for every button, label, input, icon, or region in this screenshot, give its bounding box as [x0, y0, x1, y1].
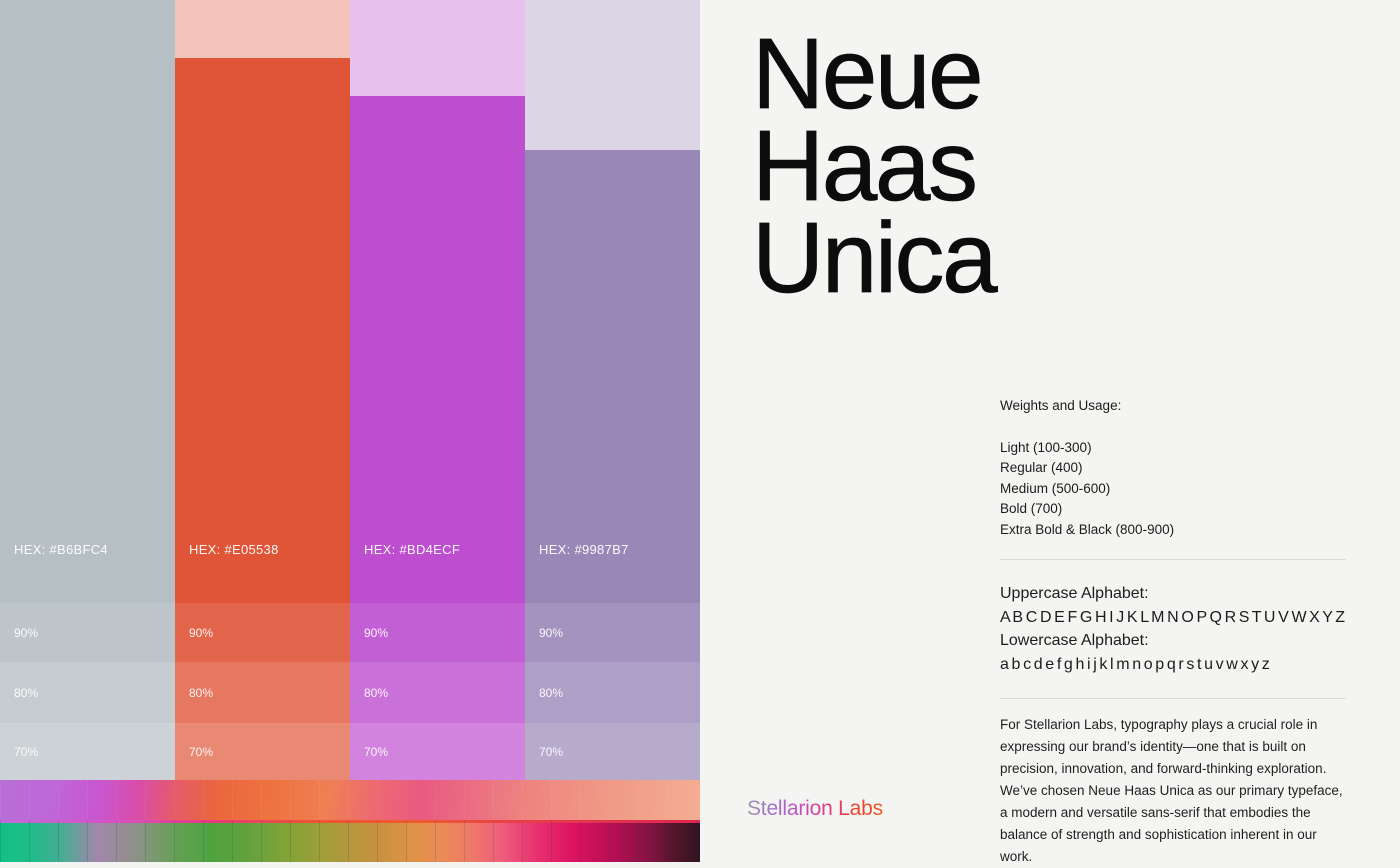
tint-label: 90%	[364, 625, 389, 640]
tint-row-70	[525, 723, 700, 780]
hex-label: HEX: #B6BFC4	[14, 542, 108, 557]
swatch-column-3	[350, 0, 525, 780]
swatch-top-tint	[525, 0, 700, 150]
gradient-artwork-top-band	[0, 780, 700, 820]
tint-label: 80%	[189, 685, 214, 700]
tint-label: 90%	[539, 625, 564, 640]
brand-logo: Stellarion Labs	[747, 797, 883, 820]
tint-row-70	[350, 723, 525, 780]
swatch-main-3	[350, 96, 525, 603]
typeface-name-heading	[700, 0, 1400, 314]
weight-item: Bold (700)	[1000, 501, 1063, 517]
weight-item: Extra Bold & Black (800-900)	[1000, 521, 1175, 537]
tint-row-70	[175, 723, 350, 780]
tint-row-90	[350, 603, 525, 662]
tint-label: 70%	[364, 744, 389, 759]
weights-title: Weights and Usage:	[1000, 398, 1122, 413]
swatch-top-tint	[350, 0, 525, 96]
hex-label: HEX: #BD4ECF	[364, 542, 461, 557]
gradient-artwork	[0, 780, 700, 862]
gradient-artwork-bottom-band	[0, 820, 700, 862]
tint-row-80	[175, 662, 350, 723]
tint-label: 80%	[364, 685, 389, 700]
divider	[1000, 559, 1346, 560]
typeface-name-line: Neue	[752, 18, 982, 130]
hex-label: HEX: #E05538	[189, 542, 279, 557]
weight-item: Light (100-300)	[1000, 440, 1092, 455]
uppercase-alphabet-row: A B C D E F G H I J K L M N O P Q R S T U V W X Y Z	[1000, 609, 1346, 627]
lowercase-alphabet-row: a b c d e f g h i j k l m n o p q r s t u v w x y z	[1000, 656, 1270, 674]
divider	[1000, 698, 1346, 699]
tint-label: 90%	[14, 625, 39, 640]
hex-label: HEX: #9987B7	[539, 542, 629, 557]
swatch-top-tint	[175, 0, 350, 58]
tint-label: 70%	[189, 744, 214, 759]
tint-row-80	[0, 662, 175, 723]
tint-row-80	[350, 662, 525, 723]
typography-panel	[700, 0, 1400, 865]
swatch-column-4	[525, 0, 700, 780]
weight-item: Medium (500-600)	[1000, 480, 1111, 496]
tint-label: 70%	[14, 744, 39, 759]
uppercase-alphabet-label: Uppercase Alphabet:	[1000, 585, 1149, 603]
typeface-name-line: Haas	[752, 110, 976, 222]
swatch-main-2	[175, 58, 350, 603]
tint-label: 80%	[14, 685, 39, 700]
typeface-name-line: Unica	[752, 202, 996, 314]
lowercase-alphabet-label: Lowercase Alphabet:	[1000, 632, 1149, 650]
typography-description: For Stellarion Labs, typography plays a crucial role in expressing our brand’s identity—one that is built on precision, innovation, and forward-thinking exploration. We’ve chosen Neue Haas Unica as our primary typeface, a modern and versatile sans-serif that embodies the balance of strength and sophistication inherent in our work.	[1000, 717, 1343, 865]
weights-list	[1000, 438, 1346, 540]
swatch-column-1	[0, 0, 175, 780]
tint-row-90	[175, 603, 350, 662]
tint-label: 70%	[539, 744, 564, 759]
tint-row-90	[0, 603, 175, 662]
weight-item: Regular (400)	[1000, 460, 1083, 476]
tint-label: 80%	[539, 685, 564, 700]
swatch-column-2	[175, 0, 350, 780]
typeface-details	[1000, 398, 1346, 868]
tint-label: 90%	[189, 625, 214, 640]
color-palette-panel	[0, 0, 700, 862]
swatch-main-1	[0, 0, 175, 603]
tint-row-90	[525, 603, 700, 662]
swatch-columns	[0, 0, 700, 780]
tint-row-70	[0, 723, 175, 780]
tint-row-80	[525, 662, 700, 723]
swatch-main-4	[525, 150, 700, 603]
